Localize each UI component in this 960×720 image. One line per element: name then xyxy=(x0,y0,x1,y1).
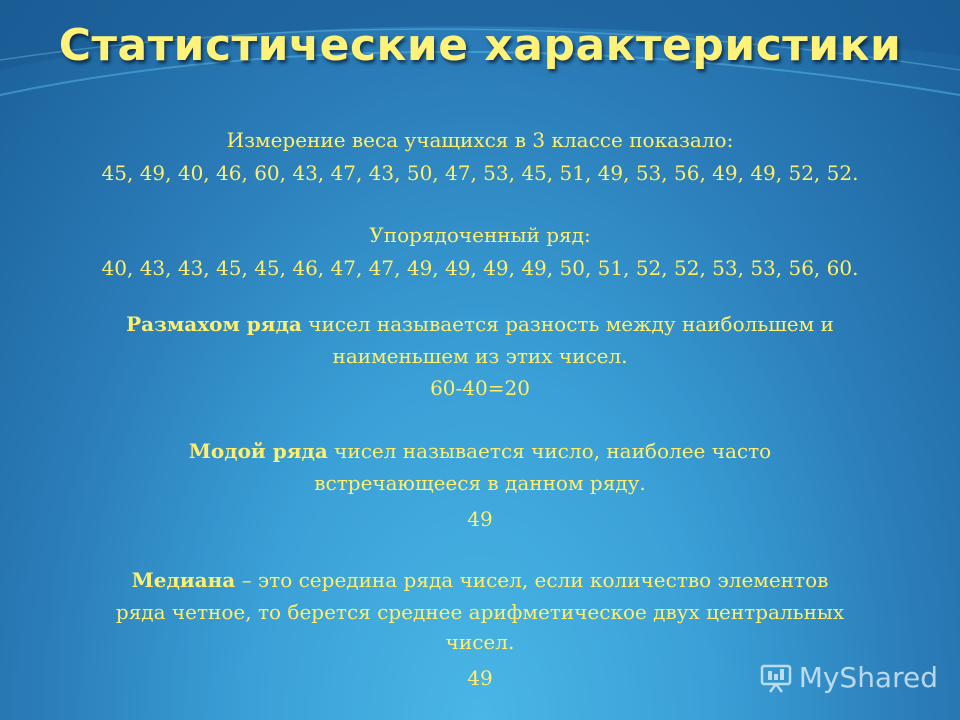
mode-value: 49 xyxy=(467,507,493,531)
mode-definition-line1 xyxy=(40,436,920,467)
range-definition-line2: наименьшем из этих чисел. xyxy=(332,344,628,368)
mode-definition-line2: встречающееся в данном ряду. xyxy=(314,471,646,495)
watermark-text: MyShared xyxy=(798,661,938,694)
slide-title: Статистические характеристики xyxy=(58,20,902,71)
data-series: 45, 49, 40, 46, 60, 43, 47, 43, 50, 47, 53, 45, 51, 49, 53, 56, 49, 49, 52, 52. xyxy=(101,161,859,185)
intro-line: Измерение веса учащихся в 3 классе показало: xyxy=(226,128,734,152)
ordered-series: 40, 43, 43, 45, 45, 46, 47, 47, 49, 49, 49, 49, 50, 51, 52, 52, 53, 53, 56, 60. xyxy=(101,256,859,280)
median-definition-part1: – это середина ряда чисел, если количество элементов xyxy=(235,568,829,592)
range-value: 60-40=20 xyxy=(430,376,530,400)
mode-term: Модой ряда xyxy=(188,439,328,463)
range-definition-line1 xyxy=(40,309,920,340)
presentation-board-icon xyxy=(759,663,793,693)
watermark xyxy=(759,661,938,694)
median-value: 49 xyxy=(467,666,493,690)
median-definition-line3: чисел. xyxy=(445,630,515,654)
range-definition-part1: чисел называется разность между наибольшем и xyxy=(301,312,834,336)
mode-definition-part1: чисел называется число, наиболее часто xyxy=(327,439,772,463)
median-definition-line2: ряда четное, то берется среднее арифметическое двух центральных xyxy=(115,600,845,624)
median-definition-line1 xyxy=(40,565,920,596)
range-term: Размахом ряда xyxy=(126,312,302,336)
median-term: Медиана xyxy=(131,568,236,592)
ordered-heading: Упорядоченный ряд: xyxy=(369,223,591,247)
